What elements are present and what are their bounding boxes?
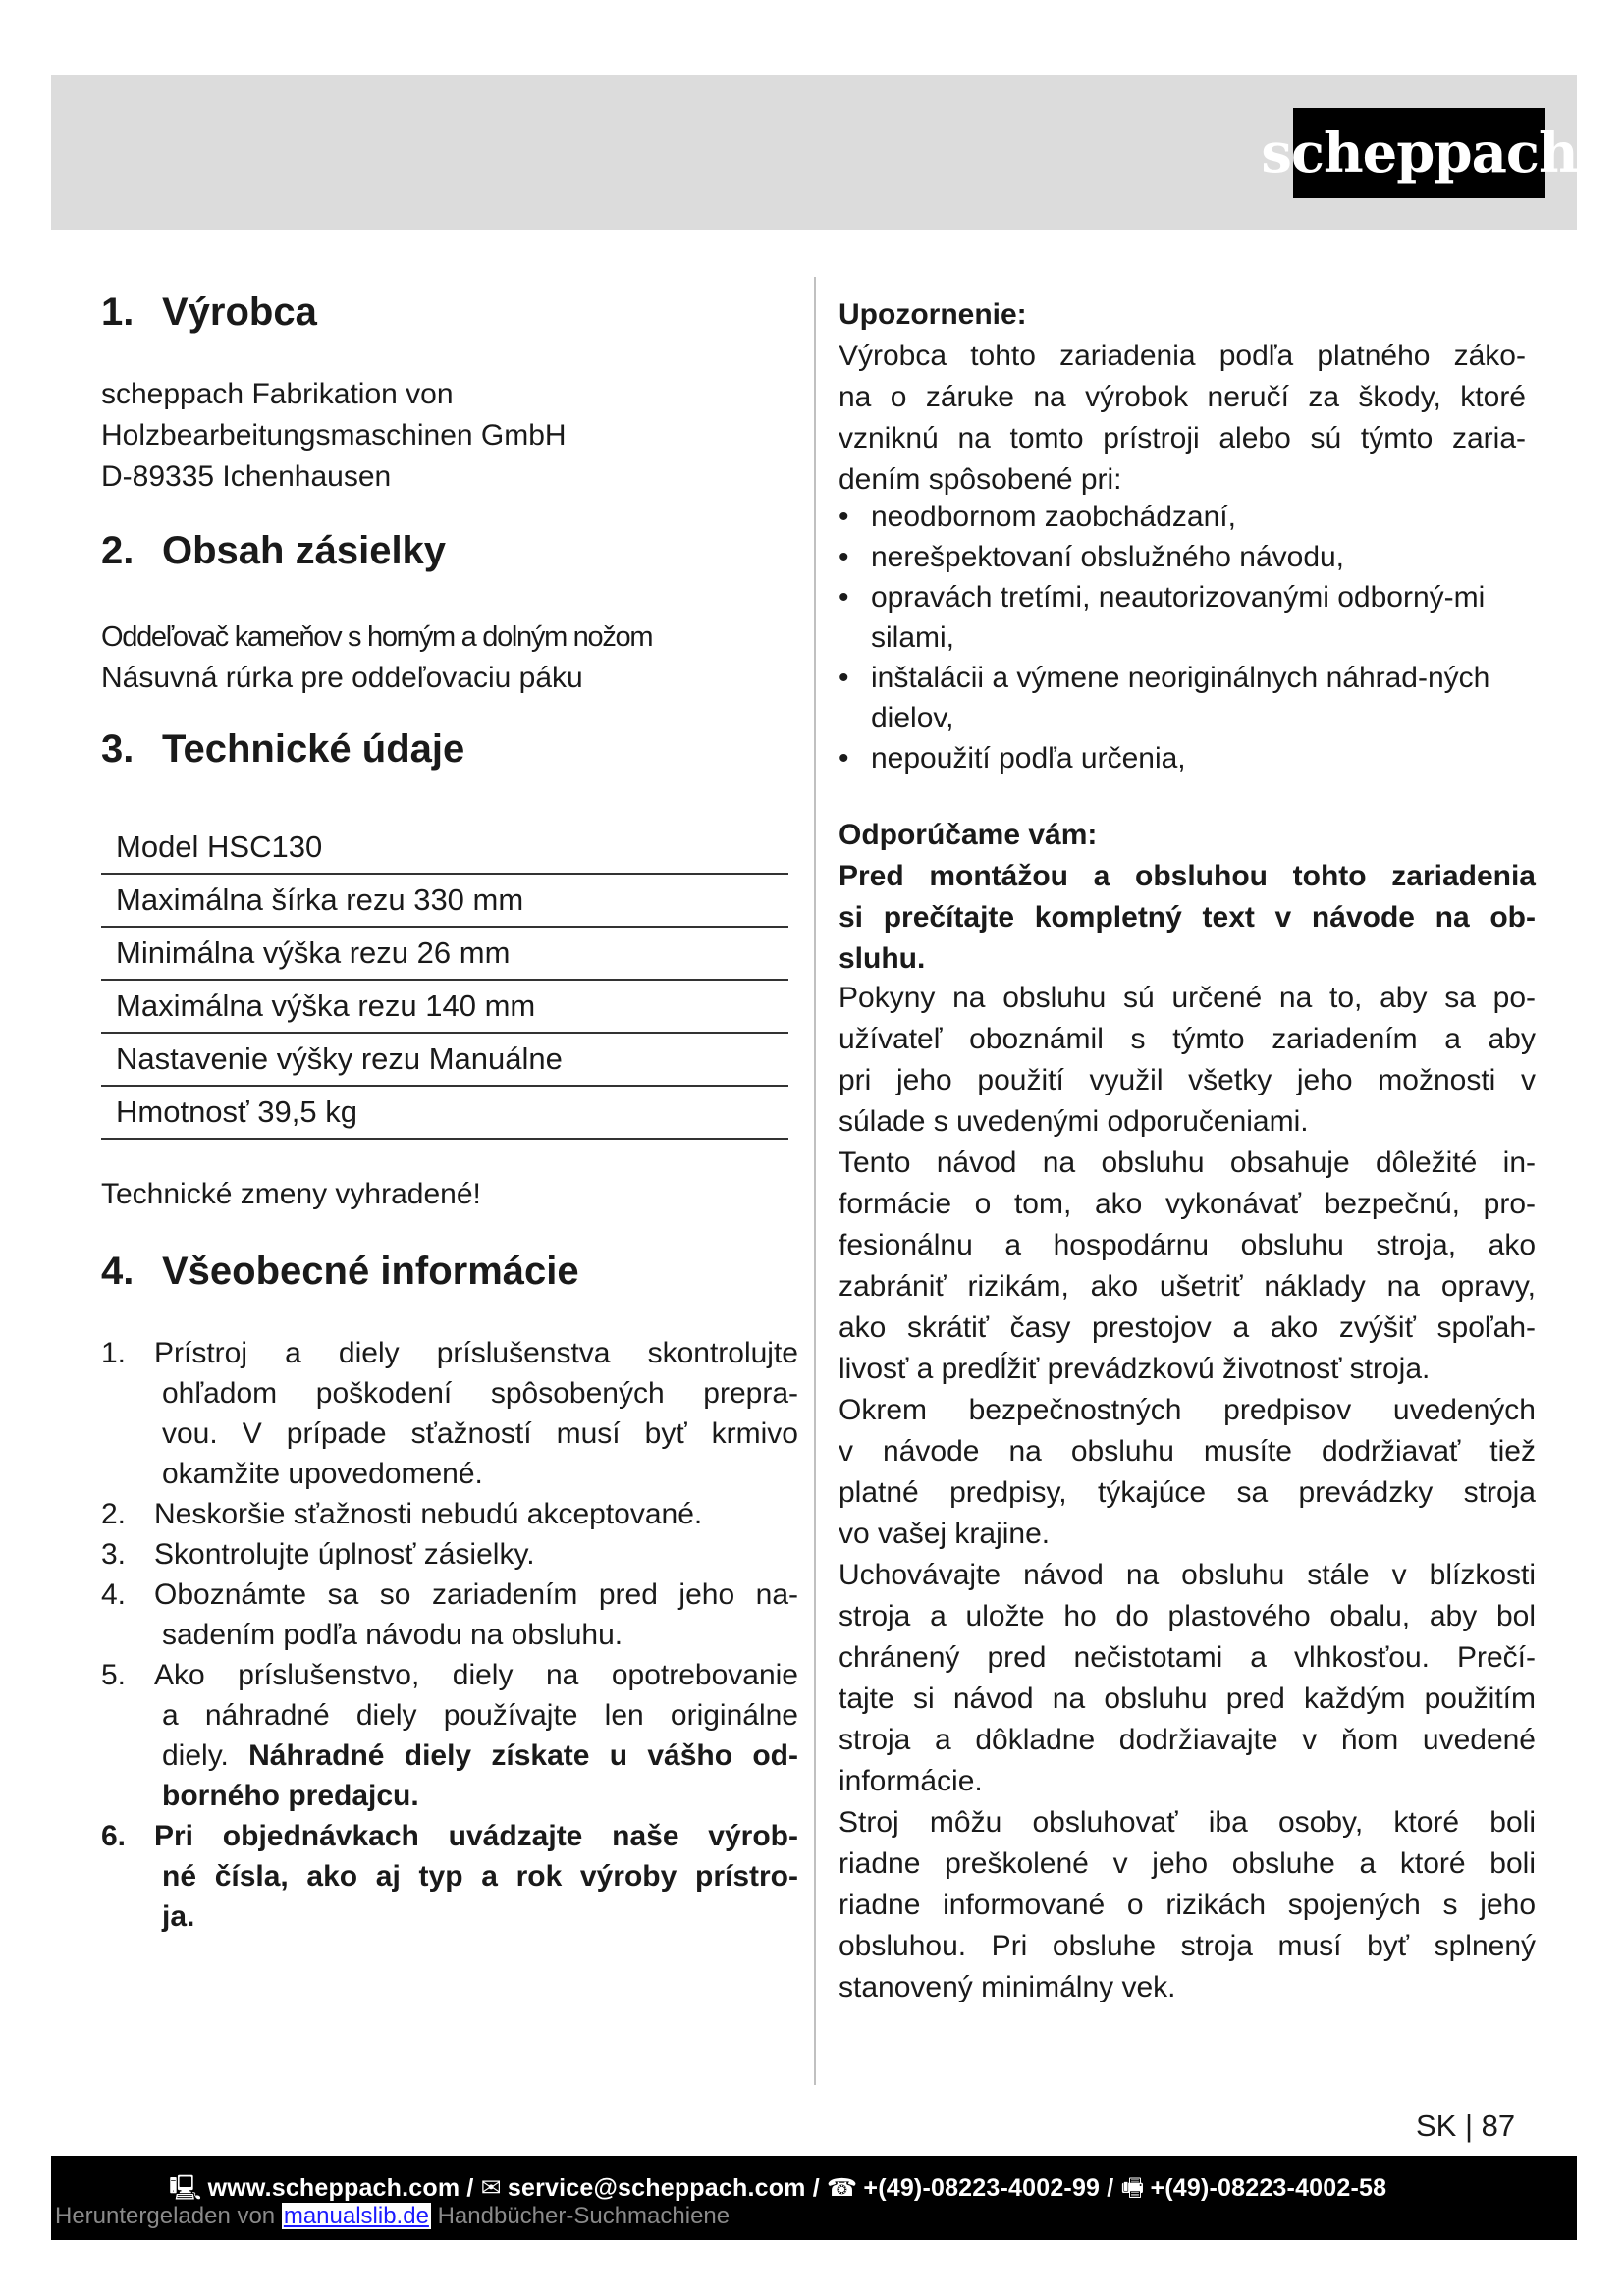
section-3-heading: 3. Technické údaje [101,727,465,771]
table-row [101,1086,788,1139]
list-item: • neodbornom zaobchádzaní, [839,501,1236,533]
phone-icon: ☎ [827,2174,858,2202]
list-item: • nepoužití podľa určenia, [839,742,1186,774]
recommend-bold-text: Pred montážou a obsluhou tohto zariadenia si prečítajte kompletný text v návode na ob- sluhu. [839,860,1536,975]
fax-icon: 🖷 [1120,2174,1145,2202]
brand-logo-text: scheppach [1261,121,1578,186]
general-info-list [101,1333,798,1937]
list-item: • nerešpektovaní obslužného návodu, [839,541,1345,573]
table-cell: Hmotnosť 39,5 kg [101,1086,788,1139]
delivery-contents: Oddeľovač kameňov s horným a dolným nožom Násuvná rúrka pre oddeľovaciu páku [101,621,653,694]
footer-phone: +(49)-08223-4002-99 / [863,2174,1114,2202]
footer-website[interactable]: www.scheppach.com / [207,2174,474,2202]
section-1-heading: 1. Výrobca [101,291,317,334]
download-watermark: Heruntergeladen von manualslib.de Handbücher-Suchmachiene [55,2203,731,2229]
table-cell: Maximálna výška rezu 140 mm [101,980,788,1033]
recommend-heading: Odporúčame vám: [839,819,1098,851]
mail-icon: ✉ [480,2174,502,2202]
table-row [101,1033,788,1086]
table-cell: Maximálna šírka rezu 330 mm [101,874,788,927]
table-cell: Model HSC130 [101,822,788,874]
table-cell: Minimálna výška rezu 26 mm [101,927,788,980]
footer-bar [51,2156,1577,2240]
column-divider [814,277,816,2085]
technical-data-table [101,822,788,1140]
recommend-body-text: Pokyny na obsluhu sú určené na to, aby sa po- užívateľ oboznámil s týmto zariadením a aby pri jeho použití využil všetky jeho možnosti v súlade s uvedenými odporučeniami. Tento návod na obsluhu obsahuje dôležité in- formácie o tom, ako vykonávať bezpečnú, pro- fesionálnu a hospodárnu obsluhu stroja, ako zabrániť rizikám, ako ušetriť náklady na opravy, ako skrátiť časy prestojov a ako zvýšiť spoľah- livosť a predĺžiť prevádzkovú životnosť stroja. Okrem bezpečnostných predpisov uvedených v návode na obsluhu musíte dodržiavať tiež platné predpisy, týkajúce sa prevádzky stroja vo vašej krajine. Uchovávajte návod na obsluhu stále v blízkosti stroja a uložte ho do plastového obalu, aby bol chránený pred nečistotami a vlhkosťou. Prečí- tajte si návod na obsluhu pred každým použitím stroja a dôkladne dodržiavajte v ňom uvedené informácie. Stroj môžu obsluhovať iba osoby, ktoré boli riadne preškolené v jeho obsluhe a ktoré boli riadne informované o rizikách spojených s jeho obsluhou. Pri obsluhe stroja musí byť splnený stanovený minimálny vek. [839,982,1536,2003]
list-item: 3. Skontrolujte úplnosť zásielky. [101,1538,535,1571]
computer-icon: 🖳 [169,2174,202,2202]
section-2-heading: 2. Obsah zásielky [101,529,447,572]
table-row [101,927,788,980]
technical-note: Technické zmeny vyhradené! [101,1178,481,1210]
list-item: • inštalácii a výmene neoriginálnych náhrad-ných dielov, [839,662,1490,734]
warning-heading: Upozornenie: [839,298,1027,331]
brand-logo [1261,108,1578,198]
section-4-heading: 4. Všeobecné informácie [101,1250,579,1293]
list-item: 2. Neskoršie sťažnosti nebudú akceptované. [101,1498,703,1530]
list-item: 1. Prístroj a diely príslušenstva skontrolujte ohľadom poškodení spôsobených prepra- vou. V prípade sťažností musí byť krmivo okamžite upovedomené. [101,1337,798,1490]
page-number: SK | 87 [1416,2109,1516,2143]
manualslib-link[interactable]: manualslib.de [283,2203,429,2229]
list-item: 4. Oboznámte sa so zariadením pred jeho na- sadením podľa návodu na obsluhu. [101,1578,798,1651]
table-row [101,822,788,874]
list-item: 6. Pri objednávkach uvádzajte naše výrob- né čísla, ako aj typ a rok výroby prístro- ja. [101,1820,798,1933]
table-row [101,874,788,927]
table-row [101,980,788,1033]
warning-text: Výrobca tohto zariadenia podľa platného záko- na o záruke na výrobok neručí za škody, ktoré vzniknú na tomto prístroji alebo sú týmto zaria- dením spôsobené pri: [839,340,1526,496]
list-item: 5. Ako príslušenstvo, diely na opotrebovanie a náhradné diely používajte len originálne diely. Náhradné diely získate u vášho od- borného predajcu. [101,1659,798,1812]
list-item: • opravách tretími, neautorizovanými odborný-mi silami, [839,581,1486,654]
footer-email[interactable]: service@scheppach.com / [507,2174,820,2202]
footer-fax: +(49)-08223-4002-58 [1150,2174,1387,2202]
manufacturer-address: scheppach Fabrikation von Holzbearbeitungsmaschinen GmbH D-89335 Ichenhausen [101,378,567,493]
warning-bullets [839,497,1536,778]
table-cell: Nastavenie výšky rezu Manuálne [101,1033,788,1086]
